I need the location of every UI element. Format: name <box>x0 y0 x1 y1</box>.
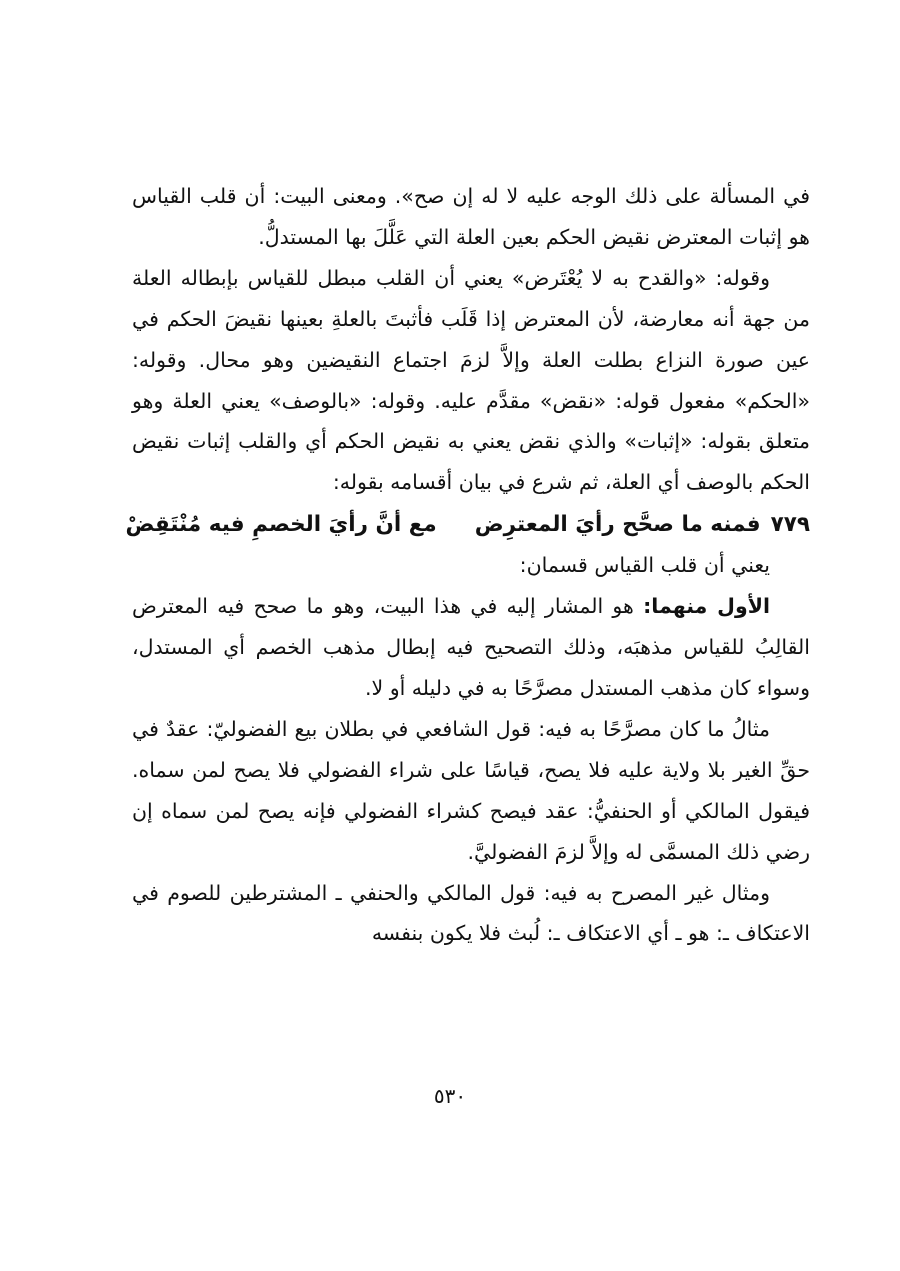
paragraph-2: وقوله: «والقدح به لا يُعْتَرض» يعني أن القلب مبطل للقياس بإبطاله العلة من جهة أنه معارضة، لأن المعترض إذا قَلَب فأثبتَ بالعلةِ بعينها نقيضَ الحكم في عين صورة النزاع بطلت العلة وإلاَّ لزمَ اجتماع النقيضين وهو محال. وقوله: «الحكم» مفعول قوله: «نقض» مقدَّم عليه. وقوله: «بالوصف» يعني العلة وهو متعلق بقوله: «إثبات» والذي نقض يعني به نقيض الحكم أي والقلب إثبات نقيض الحكم بالوصف أي العلة، ثم شرع في بيان أقسامه بقوله: <box>132 265 810 495</box>
paragraph-5: مثالُ ما كان مصرَّحًا به فيه: قول الشافعي في بطلان بيع الفضوليّ: عقدٌ في حقِّ الغير بلا ولاية عليه فلا يصح، قياسًا على شراء الفضولي فلا يصح لمن سماه. فيقول المالكي أو الحنفيُّ: عقد فيصح كشراء الفضولي فإنه يصح لمن سماه إن رضي ذلك المسمَّى له وإلاَّ لزمَ الفضوليَّ. <box>132 716 810 864</box>
verse-second-hemistich: مع أنَّ رأيَ الخصمِ فيه مُنْتَقِضْ <box>125 512 437 538</box>
main-text <box>125 176 810 954</box>
page-number: ٥٣٠ <box>433 1084 467 1108</box>
paragraph-4-lead: الأول منهما: <box>643 594 770 619</box>
paragraph-6: ومثال غير المصرح به فيه: قول المالكي والحنفي ـ المشترطين للصوم في الاعتكاف ـ: هو ـ أي الاعتكاف ـ: لُبث فلا يكون بنفسه <box>132 880 810 946</box>
verse-line <box>125 505 810 545</box>
paragraph-3: يعني أن قلب القياس قسمان: <box>519 553 770 578</box>
paragraph-4 <box>132 586 810 709</box>
verse-first-hemistich: فمنه ما صحَّح رأيَ المعترِض <box>474 512 761 538</box>
paragraph-1: في المسألة على ذلك الوجه عليه لا له إن صح». ومعنى البيت: أن قلب القياس هو إثبات المعترض نقيض الحكم بعين العلة التي عَلَّلَ بها المستدلُّ. <box>132 184 810 249</box>
paragraph-4-body: هو المشار إليه في هذا البيت، وهو ما صحح فيه المعترض القالِبُ للقياس مذهبَه، وذلك التصحيح فيه إبطال مذهب الخصم أي المستدل، وسواء كان مذهب المستدل مصرَّحًا به في دليله أو لا. <box>132 594 810 700</box>
verse-number: ٧٧٩ <box>770 512 810 538</box>
